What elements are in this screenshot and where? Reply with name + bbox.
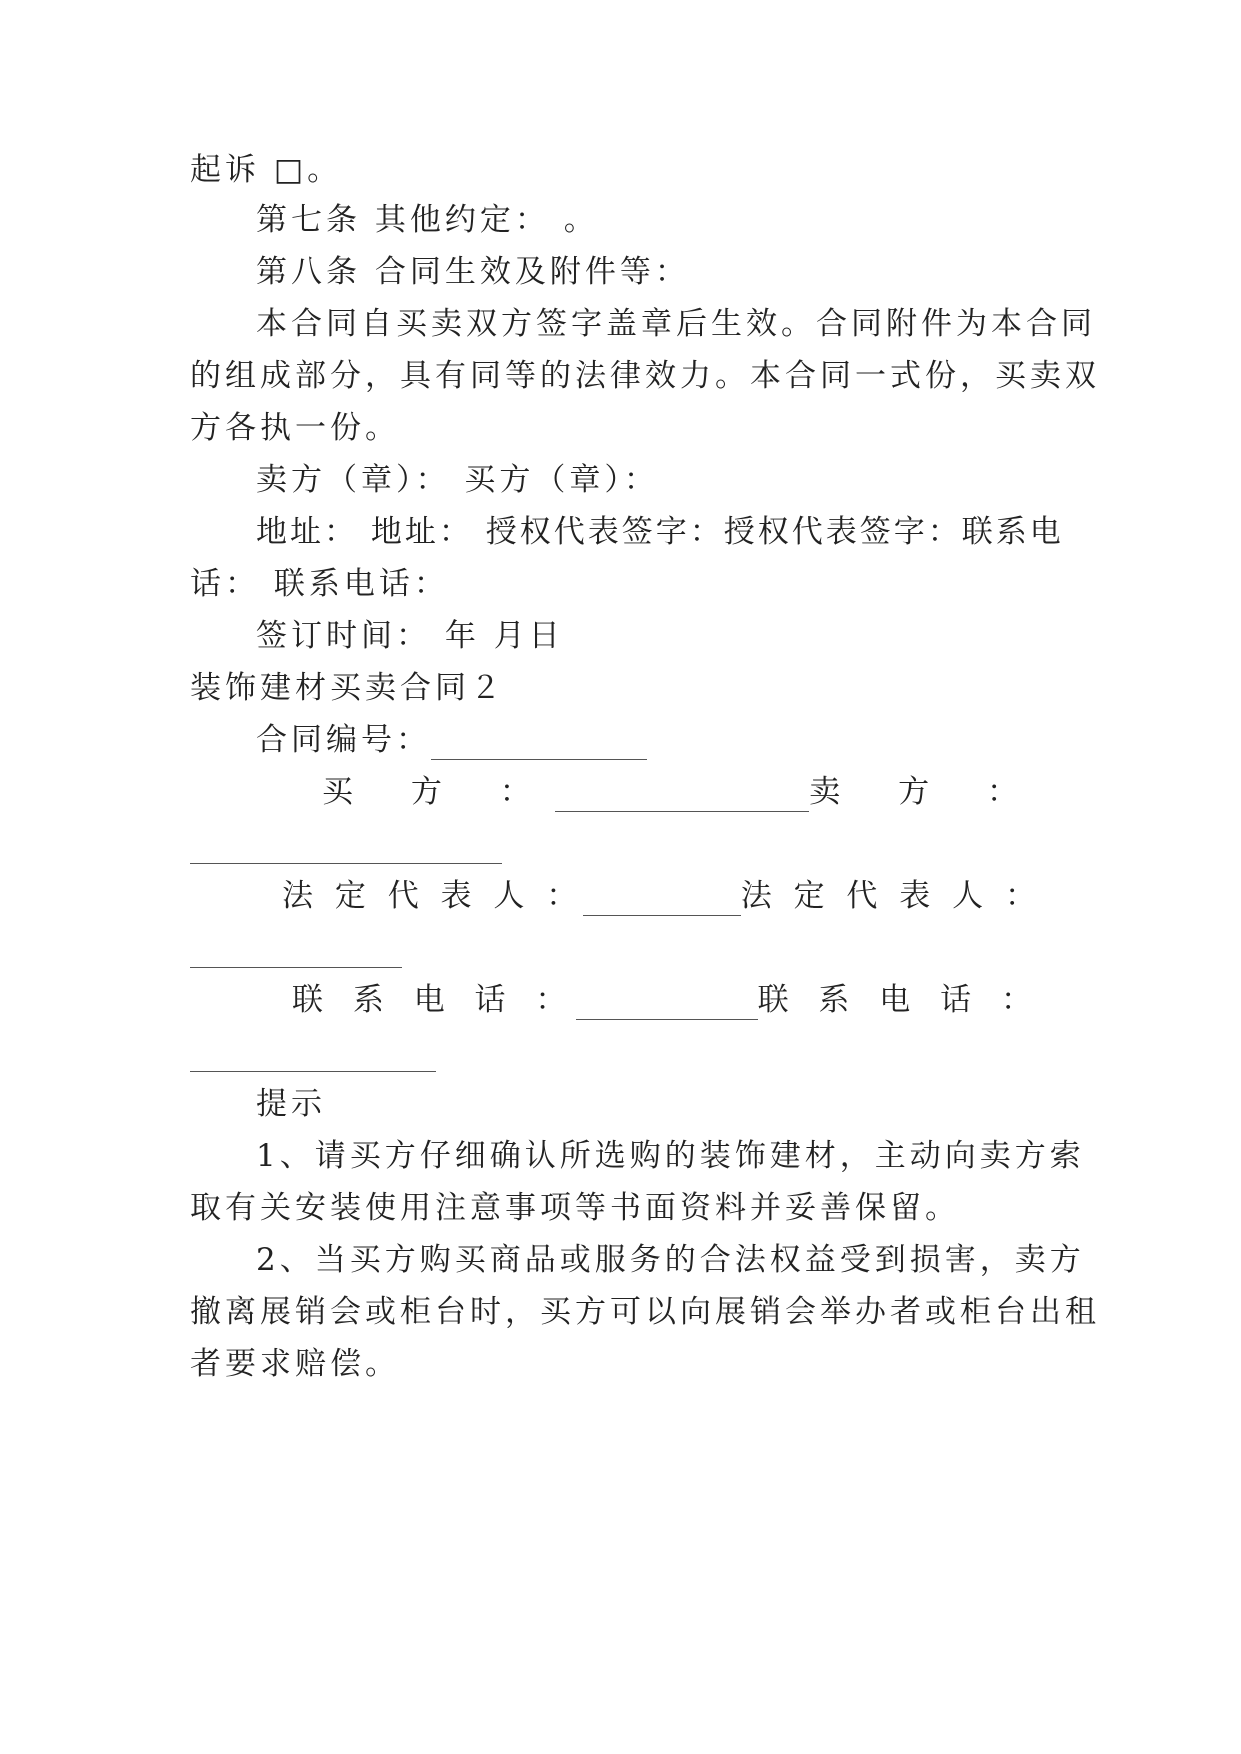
phone-blank-buyer[interactable] bbox=[576, 989, 757, 1020]
representative-label-buyer: 法 定 代 表 人 ： bbox=[282, 878, 584, 914]
contract-number-label: 合同编号： bbox=[256, 722, 431, 758]
representative-blank-seller[interactable] bbox=[190, 937, 402, 968]
paragraph-line: 方各执一份。 bbox=[190, 410, 400, 446]
tip-1-line: 取有关安装使用注意事项等书面资料并妥善保留。 bbox=[190, 1190, 960, 1226]
paragraph-line: 的组成部分，具有同等的法律效力。本合同一式份，买卖双 bbox=[190, 358, 1100, 394]
seal-line: 卖方（章）： 买方（章）： bbox=[256, 462, 659, 498]
phone-label-seller: 联 系 电 话 ： bbox=[757, 982, 1042, 1018]
paragraph-line: 起诉 □。 bbox=[190, 152, 343, 188]
buyer-label: 买 方 ： bbox=[322, 774, 555, 810]
article-8-heading: 第八条 合同生效及附件等： bbox=[256, 254, 690, 290]
tip-2-line: 撤离展销会或柜台时，买方可以向展销会举办者或柜台出租 bbox=[190, 1294, 1100, 1330]
contract-number-row bbox=[256, 720, 1116, 760]
phone-line: 话： 联系电话： bbox=[190, 566, 449, 602]
phone-blank-seller[interactable] bbox=[190, 1041, 436, 1072]
representative-label-seller: 法 定 代 表 人 ： bbox=[740, 878, 1042, 914]
paragraph-line: 本合同自买卖双方签字盖章后生效。合同附件为本合同 bbox=[256, 306, 1096, 342]
tip-2-line: 2、当买方购买商品或服务的合法权益受到损害，卖方 bbox=[256, 1242, 1085, 1278]
phone-blank-row bbox=[190, 1032, 1050, 1072]
representative-blank-buyer[interactable] bbox=[583, 885, 740, 916]
representative-row bbox=[282, 876, 1042, 916]
seller-blank-row bbox=[190, 824, 1050, 864]
representative-blank-row bbox=[190, 928, 1050, 968]
contract-title: 装饰建材买卖合同２ bbox=[190, 670, 505, 706]
contract-number-blank[interactable] bbox=[431, 729, 647, 760]
contact-phone-row bbox=[292, 980, 1042, 1020]
phone-label-buyer: 联 系 电 话 ： bbox=[292, 982, 577, 1018]
address-line: 地址： 地址： 授权代表签字：授权代表签字：联系电 bbox=[256, 514, 1064, 550]
sign-date-line: 签订时间： 年 月日 bbox=[256, 618, 564, 654]
buyer-blank[interactable] bbox=[555, 781, 810, 812]
tip-1-line: 1、请买方仔细确认所选购的装饰建材，主动向卖方索 bbox=[256, 1138, 1085, 1174]
tip-2-line: 者要求赔偿。 bbox=[190, 1346, 400, 1382]
seller-label: 卖 方 ： bbox=[809, 774, 1042, 810]
seller-blank[interactable] bbox=[190, 833, 502, 864]
article-7-heading: 第七条 其他约定： 。 bbox=[256, 202, 599, 238]
tips-heading: 提示 bbox=[256, 1086, 326, 1122]
party-row bbox=[322, 772, 1042, 812]
